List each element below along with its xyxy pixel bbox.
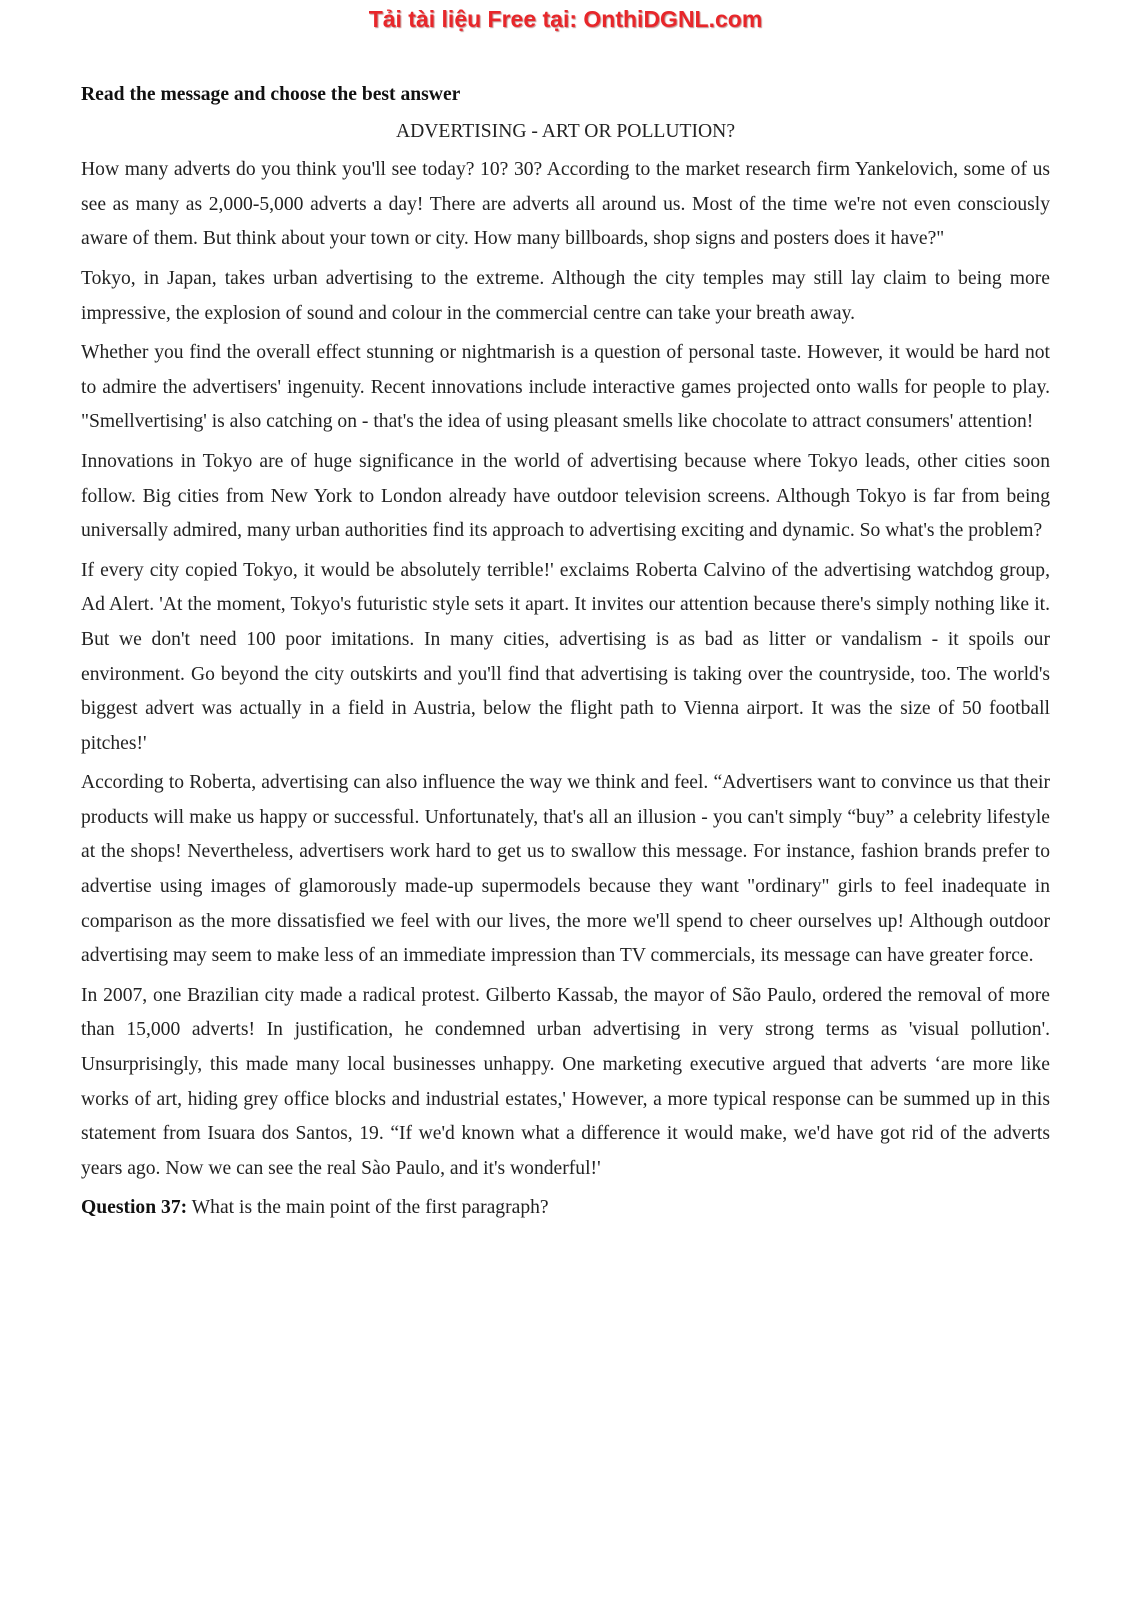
instruction-heading: Read the message and choose the best answer: [81, 84, 461, 105]
document-page: [81, 78, 1050, 1226]
paragraph-3: Whether you find the overall effect stunning or nightmarish is a question of personal taste. However, it would be hard not to admire the advertisers' ingenuity. Recent innovations include interactive games projected onto walls for people to play. "Smellvertising' is also catching on - that's the idea of using pleasant smells like chocolate to attract consumers' attention!: [81, 342, 1050, 433]
question-text: What is the main point of the first paragraph?: [187, 1197, 549, 1219]
paragraph-6: According to Roberta, advertising can also influence the way we think and feel. “Advertisers want to convince us that their products will make us happy or successful. Unfortunately, that's all an illusion - you can't simply “buy” a celebrity lifestyle at the shops! Nevertheless, advertisers work hard to get us to swallow this message. For instance, fashion brands prefer to advertise using images of glamorously made-up supermodels because they want "ordinary" girls to feel inadequate in comparison as the more dissatisfied we feel with our lives, the more we'll spend to cheer ourselves up! Although outdoor advertising may seem to make less of an immediate impression than TV commercials, its message can have greater force.: [81, 772, 1050, 967]
paragraph-4: Innovations in Tokyo are of huge significance in the world of advertising because where Tokyo leads, other cities soon follow. Big cities from New York to London already have outdoor television screens. Although Tokyo is far from being universally admired, many urban authorities find its approach to advertising exciting and dynamic. So what's the problem?: [81, 450, 1050, 542]
paragraph-5: If every city copied Tokyo, it would be absolutely terrible!' exclaims Roberta Calvino of the advertising watchdog group, Ad Alert. 'At the moment, Tokyo's futuristic style sets it apart. It invites our attention because there's simply nothing like it. But we don't need 100 poor imitations. In many cities, advertising is as bad as litter or vandalism - it spoils our environment. Go beyond the city outskirts and you'll find that advertising is taking over the countryside, too. The world's biggest advert was actually in a field in Austria, below the flight path to Vienna airport. It was the size of 50 football pitches!': [81, 559, 1050, 754]
paragraph-1: How many adverts do you think you'll see today? 10? 30? According to the market research firm Yankelovich, some of us see as many as 2,000-5,000 adverts a day! There are adverts all around us. Most of the time we're not even consciously aware of them. But think about your town or city. How many billboards, shop signs and posters does it have?": [81, 159, 1050, 250]
paragraph-2: Tokyo, in Japan, takes urban advertising to the extreme. Although the city temples may still lay claim to being more impressive, the explosion of sound and colour in the commercial centre can take your breath away.: [81, 267, 1050, 324]
source-banner: Tải tài liệu Free tại: OnthiDGNL.com: [368, 6, 763, 32]
article-title: ADVERTISING - ART OR POLLUTION?: [395, 120, 736, 142]
question-label: Question 37:: [81, 1197, 188, 1219]
paragraph-7: In 2007, one Brazilian city made a radical protest. Gilberto Kassab, the mayor of São Paulo, ordered the removal of more than 15,000 adverts! In justification, he condemned urban advertising in very strong terms as 'visual pollution'. Unsurprisingly, this made many local businesses unhappy. One marketing executive argued that adverts ‘are more like works of art, hiding grey office blocks and industrial estates,' However, a more typical response can be summed up in this statement from Isuara dos Santos, 19. “If we'd known what a difference it would make, we'd have got rid of the adverts years ago. Now we can see the real Sào Paulo, and it's wonderful!': [81, 984, 1050, 1179]
question-37: [81, 1191, 1050, 1226]
